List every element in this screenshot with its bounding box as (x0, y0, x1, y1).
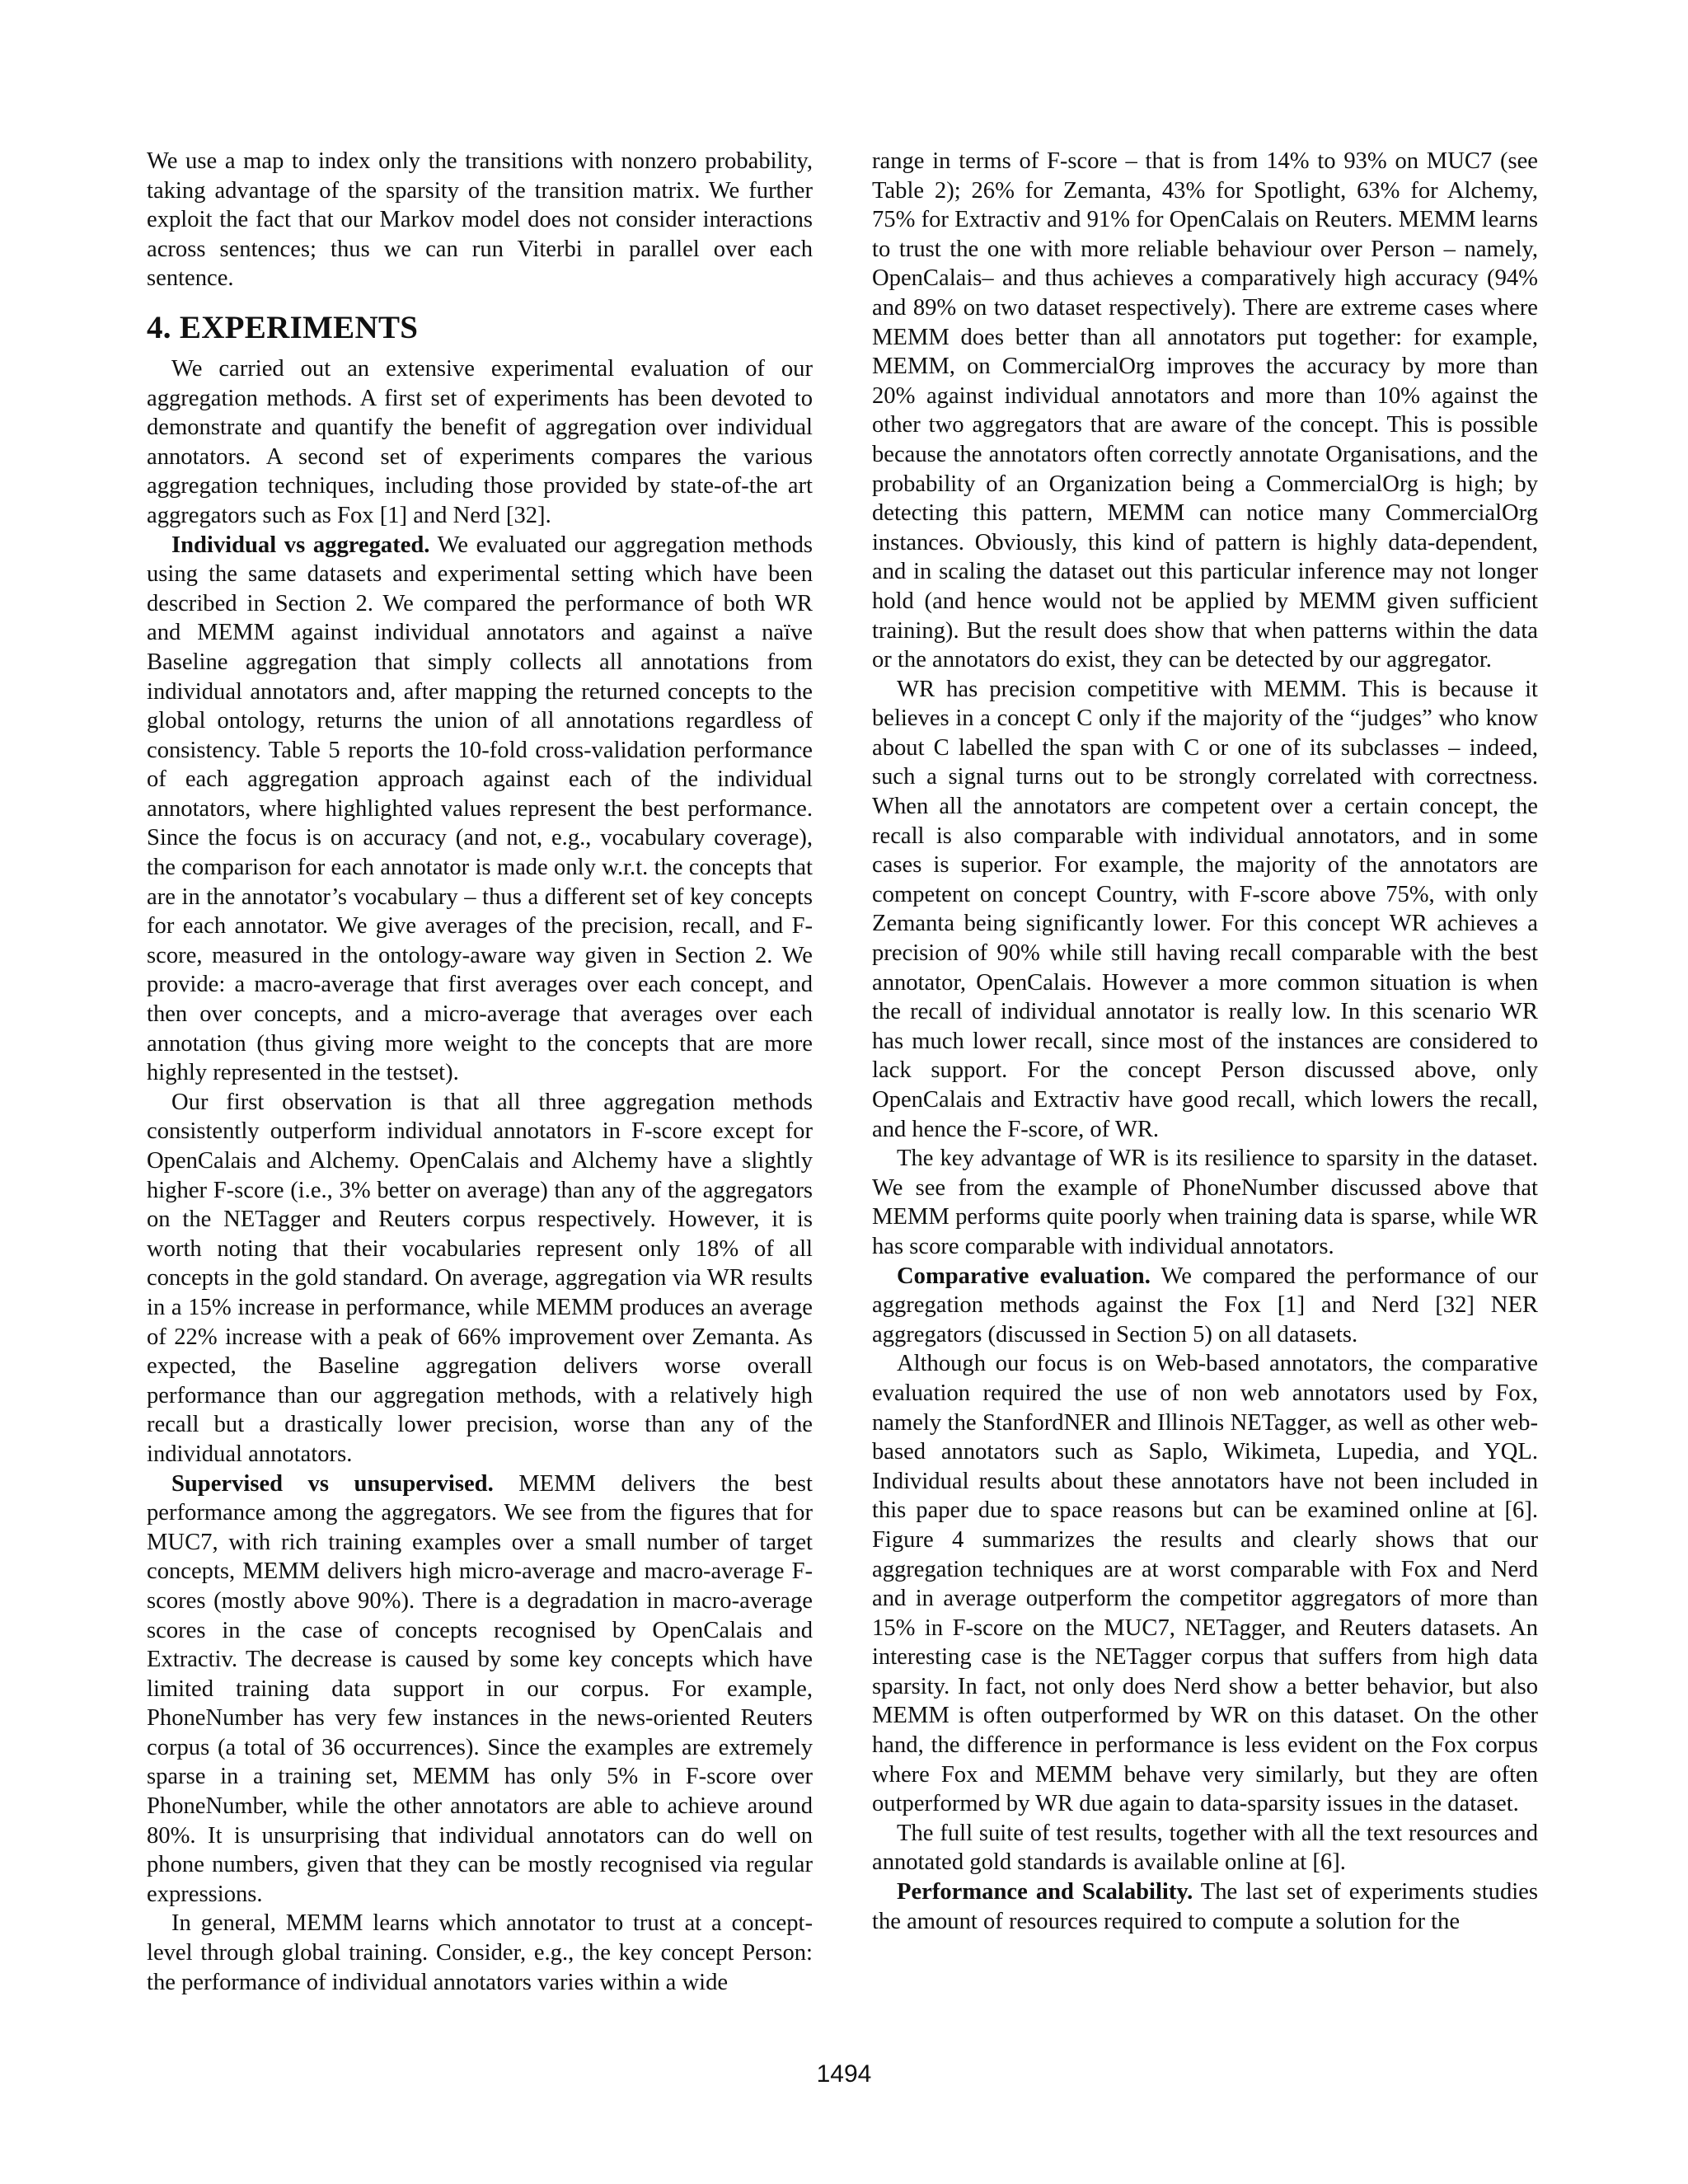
paragraph: Although our focus is on Web-based annotators, the comparative evaluation required the use of non web annotators used by Fox, namely the StanfordNER and Illinois NETagger, as well as other web-based annotators such as Saplo, Wikimeta, Lupedia, and YQL. Individual results about these annotators have not been included in this paper due to space reasons but can be examined online at [6]. Figure 4 summarizes the results and clearly shows that our aggregation techniques are at worst comparable with Fox and Nerd and in average outperform the competitor aggregators of more than 15% in F-score on the MUC7, NETagger, and Reuters datasets. An interesting case is the NETagger corpus that suffers from high data sparsity. In fact, not only does Nerd show a better behavior, but also MEMM is often outperformed by WR on this dataset. On the other hand, the difference in performance is less evident on the Fox corpus where Fox and MEMM behave very similarly, but they are often outperformed by WR due again to data-sparsity issues in the dataset. (872, 1351, 1538, 1817)
run-in-heading: Individual vs aggregated. (171, 532, 430, 558)
paragraph: The key advantage of WR is its resilience to sparsity in the dataset. We see from the example of PhoneNumber discussed above that MEMM performs quite poorly when training data is sparse, while WR has score comparable with individual annotators. (872, 1146, 1538, 1259)
paragraph: range in terms of F-score – that is from 14% to 93% on MUC7 (see Table 2); 26% for Zemanta, 43% for Spotlight, 63% for Alchemy, 75% for Extractiv and 91% for OpenCalais on Reuters. MEMM learns to trust the one with more reliable behaviour over Person – namely, OpenCalais– and thus achieves a comparatively high accuracy (94% and 89% on two dataset respectively). There are extreme cases where MEMM does better than all annotators put together: for example, MEMM, on CommercialOrg improves the accuracy by more than 20% against individual annotators and more than 10% against the other two aggregators that are aware of the concept. This is possible because the annotators often correctly annotate Organisations, and the probability of an Organization being a CommercialOrg is high; by detecting this pattern, MEMM can notice many CommercialOrg instances. Obviously, this kind of pattern is highly data-dependent, and in scaling the dataset out this particular inference may not longer hold (and hence would not be applied by MEMM given sufficient training). But the result does show that when patterns within the data or the annotators do exist, they can be detected by our aggregator. (872, 148, 1538, 673)
paragraph (872, 1877, 1538, 1936)
paragraph-text: MEMM delivers the best performance among the aggregators. We see from the figures that for MUC7, with rich training examples over a small number of target concepts, MEMM delivers high micro-average and macro-average F-scores (mostly above 90%). There is a degradation in macro-average scores in the case of concepts recognised by OpenCalais and Extractiv. The decrease is caused by some key concepts which have limited training data support in our corpus. For example, PhoneNumber has very few instances in the news-oriented Reuters corpus (a total of 36 occurrences). Since the examples are extremely sparse in a training set, MEMM has only 5% in F-score over PhoneNumber, while the other annotators are able to achieve around 80%. It is unsurprising that individual annotators can do well on phone numbers, given that they can be mostly recognised via regular expressions. (147, 1470, 813, 1907)
section-heading: 4. EXPERIMENTS (147, 309, 419, 345)
paragraph: In general, MEMM learns which annotator to trust at a concept-level through global training. Consider, e.g., the key concept Person: the performance of individual annotators varies within a wide (147, 1910, 813, 1995)
paragraph (147, 1469, 813, 1910)
paragraph (147, 531, 813, 1088)
right-column (872, 147, 1538, 1936)
paragraph: WR has precision competitive with MEMM. This is because it believes in a concept C only if the majority of the “judges” who know about C labelled the span with C or one of its subclasses – indeed, such a signal turns out to be strongly correlated with correctness. When all the annotators are competent over a certain concept, the recall is also comparable with individual annotators, and in some cases is superior. For example, the majority of the annotators are competent on concept Country, with F-score above 75%, with only Zemanta being significantly lower. For this concept WR achieves a precision of 90% while still having recall comparable with the best annotator, OpenCalais. However a more common situation is when the recall of individual annotator is really low. In this scenario WR has much lower recall, since most of the instances are considered to lack support. For the concept Person discussed above, only OpenCalais and Extractiv have good recall, which lowers the recall, and hence the F-score, of WR. (872, 676, 1538, 1142)
paragraph-text: We compared the performance of our aggregation methods against the Fox [1] and Nerd [32] NER aggregators (discussed in Section 5) on all datasets. (872, 1263, 1538, 1347)
paragraph: The full suite of test results, together with all the text resources and annotated gold standards is available online at [6]. (872, 1820, 1538, 1876)
paragraph-text: We evaluated our aggregation methods using the same datasets and experimental setting which have been described in Section 2. We compared the performance of both WR and MEMM against individual annotators and against a naïve Baseline aggregation that simply collects all annotations from individual annotators and, after mapping the returned concepts to the global ontology, returns the union of all annotations regardless of consistency. Table 5 reports the 10-fold cross-validation performance of each aggregation approach against each of the individual annotators, where highlighted values represent the best performance. Since the focus is on accuracy (and not, e.g., vocabulary coverage), the comparison for each annotator is made only w.r.t. the concepts that are in the annotator’s vocabulary – thus a different set of key concepts for each annotator. We give averages of the precision, recall, and F-score, measured in the ontology-aware way given in Section 2. We provide: a macro-average that first averages over each concept, and then over concepts, and a micro-average that averages over each annotation (thus giving more weight to the concepts that are more highly represented in the testset). (147, 532, 814, 1086)
run-in-heading: Supervised vs unsupervised. (171, 1470, 494, 1497)
paragraph (872, 1262, 1538, 1350)
run-in-heading: Performance and Scalability. (897, 1879, 1193, 1905)
paragraph: We carried out an extensive experimental evaluation of our aggregation methods. A first set of experiments has been devoted to demonstrate and quantify the benefit of aggregation over individual annotators. A second set of experiments compares the various aggregation techniques, including those provided by state-of-the art aggregators such as Fox [1] and Nerd [32]. (147, 355, 813, 528)
paragraph: Our first observation is that all three aggregation methods consistently outperform individual annotators in F-score except for OpenCalais and Alchemy. OpenCalais and Alchemy have a slightly higher F-score (i.e., 3% better on average) than any of the aggregators on the NETagger and Reuters corpus respectively. However, it is worth noting that their vocabularies represent only 18% of all concepts in the gold standard. On average, aggregation via WR results in a 15% increase in performance, while MEMM produces an average of 22% increase with a peak of 66% improvement over Zemanta. As expected, the Baseline aggregation delivers worse overall performance than our aggregation methods, with a relatively high recall but a drastically lower precision, worse than any of the individual annotators. (147, 1089, 813, 1467)
left-column (147, 147, 813, 1997)
paragraph: We use a map to index only the transitions with nonzero probability, taking advantage of the sparsity of the transition matrix. We further exploit the fact that our Markov model does not consider interactions across sentences; thus we can run Viterbi in parallel over each sentence. (147, 148, 813, 292)
paragraph-text: The last set of experiments studies the amount of resources required to compute a solution for the (872, 1879, 1539, 1934)
run-in-heading: Comparative evaluation. (897, 1263, 1151, 1289)
page-number: 1494 (816, 2060, 872, 2088)
